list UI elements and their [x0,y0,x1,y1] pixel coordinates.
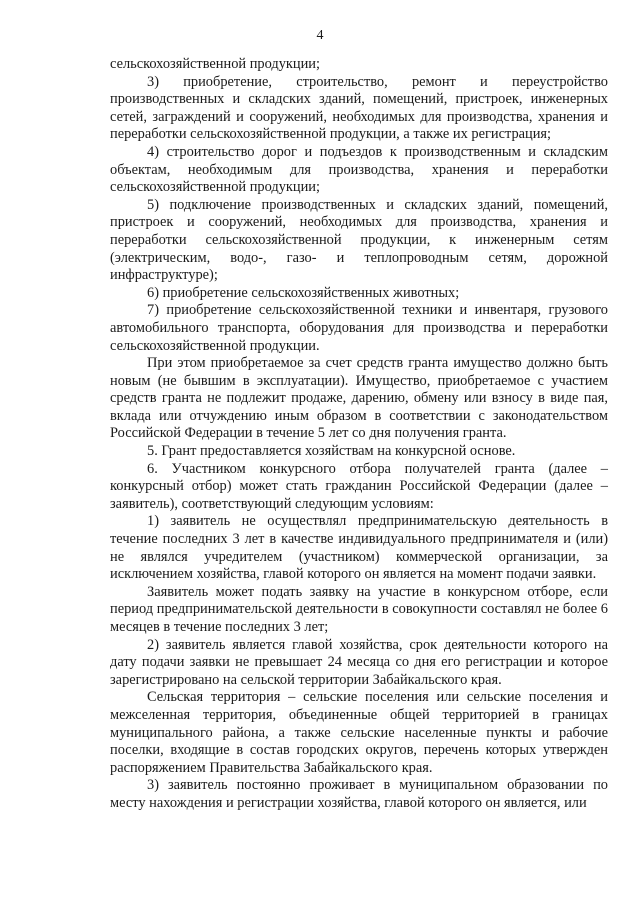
paragraph: 6. Участником конкурсного отбора получателей гранта (далее – конкурсный отбор) может стать гражданин Российской Федерации (далее – заявитель), соответствующий следующим условиям: [110,460,608,512]
document-body [110,56,608,813]
paragraph: сельскохозяйственной продукции; [110,56,320,72]
paragraph: 7) приобретение сельскохозяйственной техники и инвентаря, грузового автомобильного транспорта, оборудования для производства и переработки сельскохозяйственной продукции. [110,302,608,354]
paragraph: 5) подключение производственных и складских зданий, помещений, пристроек и сооружений, необходимых для производства, хранения и переработки сельскохозяйственной продукции, к инженерным сетям (электрическим, водо-, газо- и теплопроводным сетям, дорожной инфраструктуре); [110,196,608,284]
paragraph: 2) заявитель является главой хозяйства, срок деятельности которого на дату подачи заявки не превышает 24 месяца со дня его регистрации и которое зарегистрировано на сельской территории Забайкальского края. [110,636,608,688]
paragraph: 4) строительство дорог и подъездов к производственным и складским объектам, необходимым для производства, хранения и переработки сельскохозяйственной продукции; [110,143,608,196]
paragraph: При этом приобретаемое за счет средств гранта имущество должно быть новым (не бывшим в эксплуатации). Имущество, приобретаемое с участием средств гранта не подлежит продаже, дарению, обмену или взносу в виде пая, вклада или отчуждению иным образом в соответствии с законодательством Российской Федерации в течение 5 лет со дня получения гранта. [110,355,608,442]
paragraph: 3) приобретение, строительство, ремонт и переустройство производственных и складских зданий, помещений, пристроек, инженерных сетей, заграждений и сооружений, необходимых для производства, хранения и переработки сельскохозяйственной продукции, а также их регистрация; [110,73,608,143]
paragraph: 6) приобретение сельскохозяйственных животных; [147,284,460,301]
paragraph: 5. Грант предоставляется хозяйствам на конкурсной основе. [147,443,516,460]
paragraph: Сельская территория – сельские поселения или сельские поселения и межселенная территория, объединенные общей территорией в границах муниципального района, а также сельские населенные пункты и рабочие поселки, входящие в состав городских округов, перечень которых утвержден распоряжением Правительства Забайкальского края. [110,689,608,776]
page-number: 4 [316,28,324,43]
paragraph: 1) заявитель не осуществлял предпринимательскую деятельность в течение последних 3 лет в качестве индивидуального предпринимателя и (или) не являлся учредителем (участником) коммерческой организации, за исключением хозяйства, главой которого он является на момент подачи заявки. [110,513,608,583]
paragraph: Заявитель может подать заявку на участие в конкурсном отборе, если период предпринимательской деятельности в совокупности составлял не более 6 месяцев в течение последних 3 лет; [110,583,608,635]
paragraph: 3) заявитель постоянно проживает в муниципальном образовании по месту нахождения и регистрации хозяйства, главой которого он является, или [110,777,608,811]
